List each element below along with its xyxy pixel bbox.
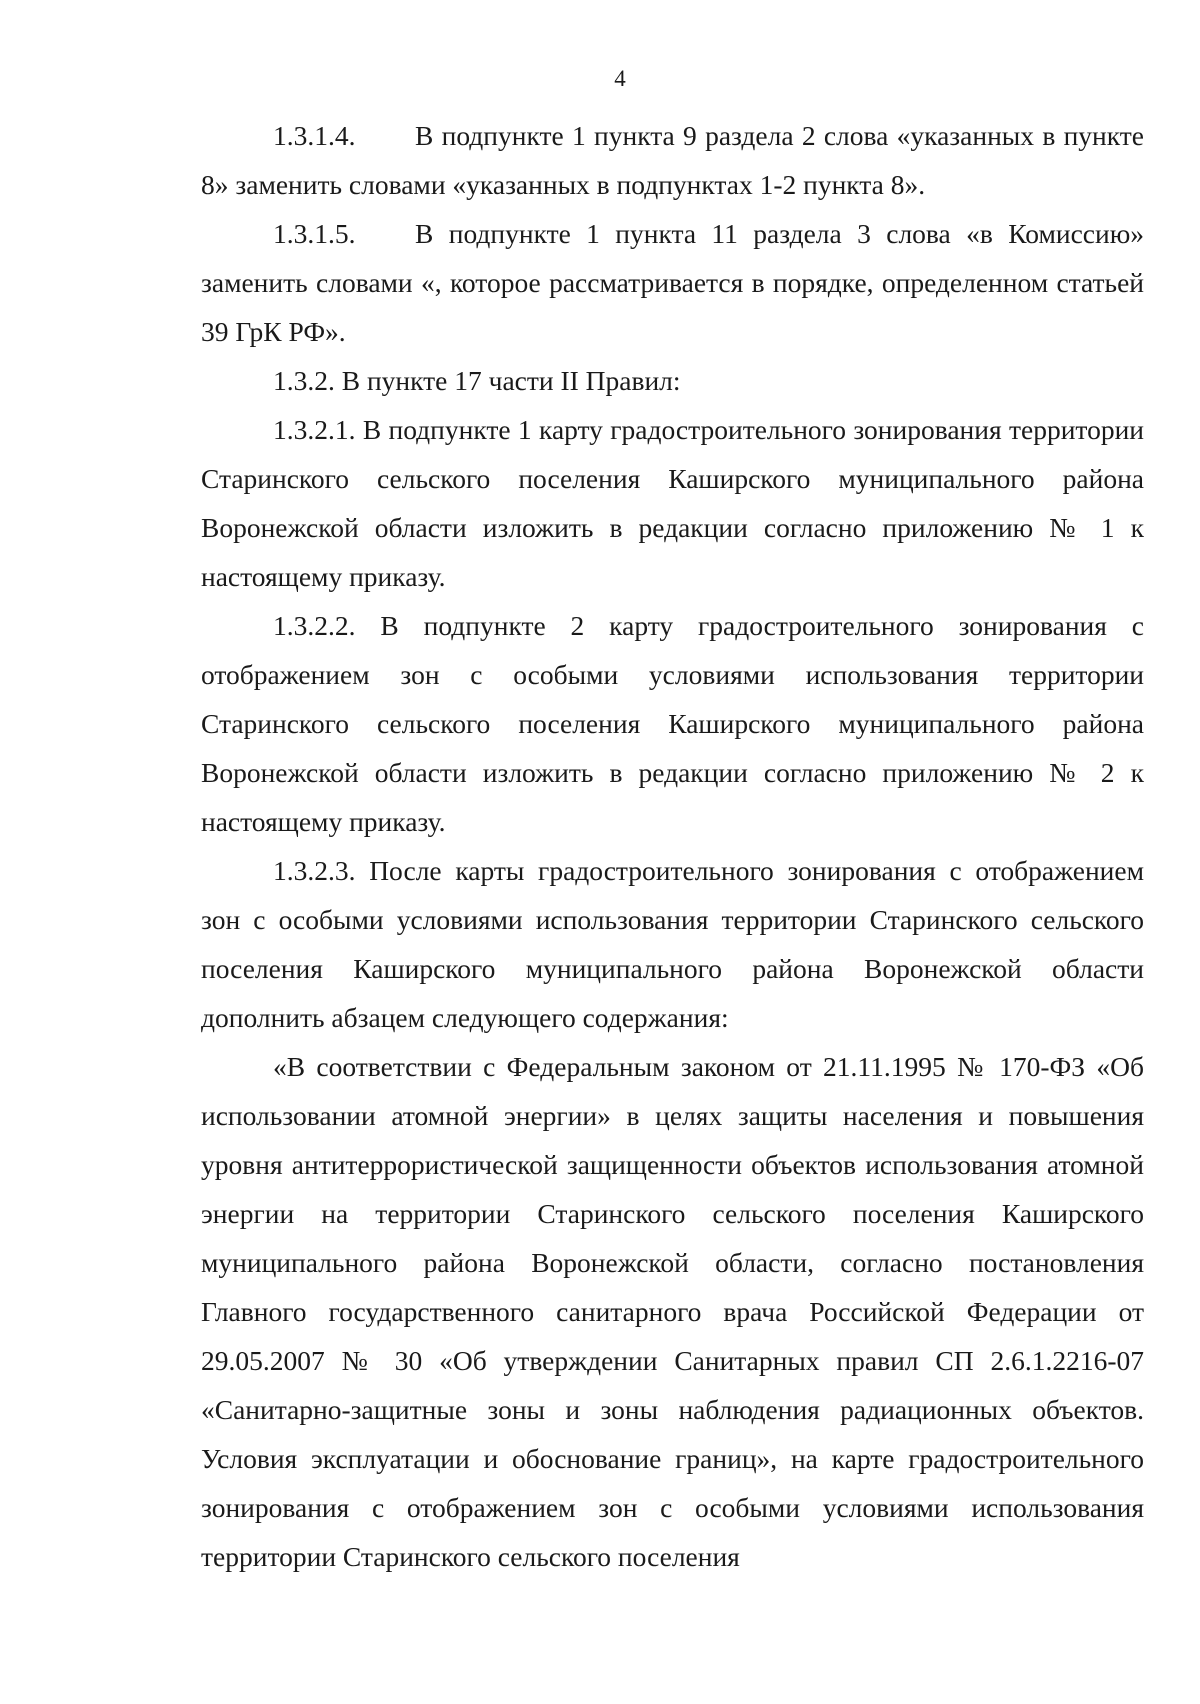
paragraph-text: В подпункте 1 пункта 11 раздела 3 слова «в Комиссию» заменить словами «, которое рассматривается в порядке, определенном статьей 39 ГрК РФ». bbox=[201, 218, 1144, 347]
paragraph-number: 1.3.1.4. bbox=[273, 120, 356, 151]
paragraph-number: 1.3.1.5. bbox=[273, 218, 356, 249]
paragraph-1-3-2-1: 1.3.2.1. В подпункте 1 карту градостроительного зонирования территории Старинского сельского поселения Каширского муниципального района Воронежской области изложить в редакции согласно приложению № 1 к настоящему приказу. bbox=[201, 414, 1144, 592]
paragraph-1-3-1-4 bbox=[201, 111, 1144, 209]
page-number: 4 bbox=[614, 66, 626, 91]
paragraph-text: В подпункте 1 пункта 9 раздела 2 слова «указанных в пункте 8» заменить словами «указанных в подпунктах 1-2 пункта 8». bbox=[201, 120, 1144, 200]
document-body bbox=[201, 111, 1144, 1581]
paragraph-1-3-2-3: 1.3.2.3. После карты градостроительного зонирования с отображением зон с особыми условиями использования территории Старинского сельского поселения Каширского муниципального района Воронежской области дополнить абзацем следующего содержания: bbox=[201, 855, 1144, 1033]
paragraph-1-3-2-2: 1.3.2.2. В подпункте 2 карту градостроительного зонирования с отображением зон с особыми условиями использования территории Старинского сельского поселения Каширского муниципального района Воронежской области изложить в редакции согласно приложению № 2 к настоящему приказу. bbox=[201, 610, 1144, 837]
paragraph-1-3-1-5 bbox=[201, 209, 1144, 356]
paragraph-1-3-2: 1.3.2. В пункте 17 части II Правил: bbox=[273, 365, 681, 396]
paragraph-quote: «В соответствии с Федеральным законом от 21.11.1995 № 170-ФЗ «Об использовании атомной энергии» в целях защиты населения и повышения уровня антитеррористической защищенности объектов использования атомной энергии на территории Старинского сельского поселения Каширского муниципального района Воронежской области, согласно постановления Главного государственного санитарного врача Российской Федерации от 29.05.2007 № 30 «Об утверждении Санитарных правил СП 2.6.1.2216-07 «Санитарно-защитные зоны и зоны наблюдения радиационных объектов. Условия эксплуатации и обоснование границ», на карте градостроительного зонирования с отображением зон с особыми условиями использования территории Старинского сельского поселения bbox=[201, 1051, 1144, 1572]
